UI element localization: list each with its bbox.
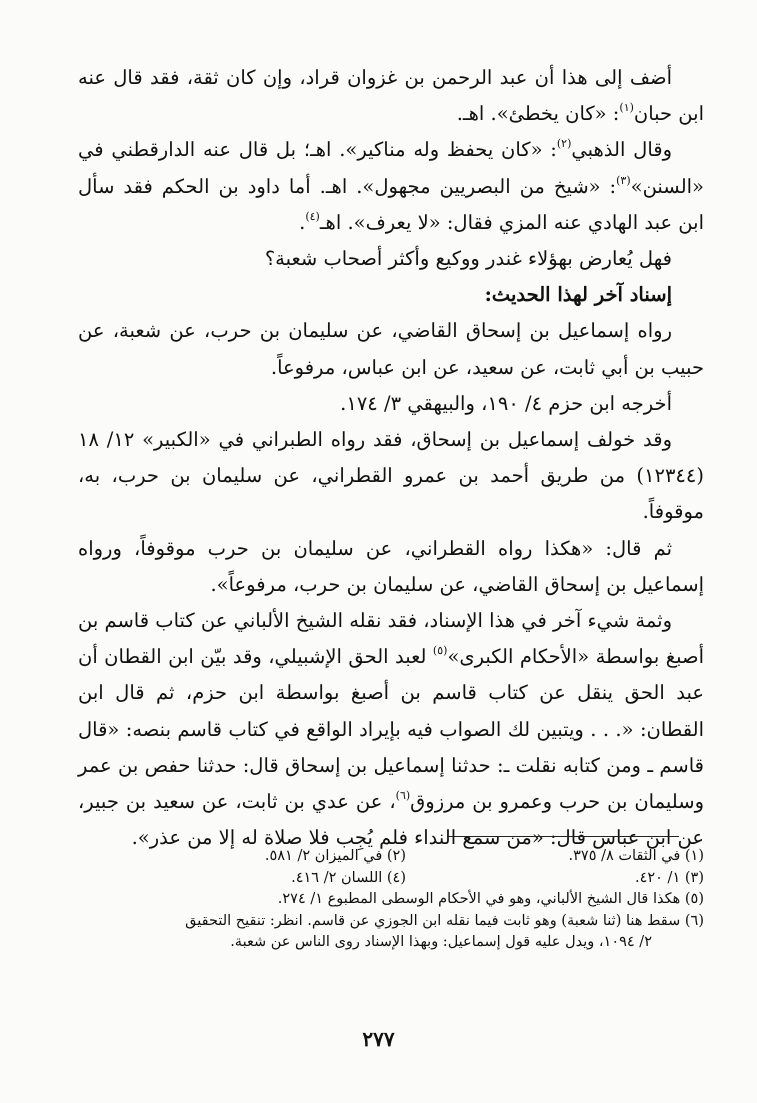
paragraph-5: أخرجه ابن حزم ٤/ ١٩٠، والبيهقي ٣/ ١٧٤.: [340, 391, 672, 415]
p8-end: لعبد الحق الإشبيلي، وقد بيّن ابن القطان أن عبد الحق ينقل عن كتاب قاسم بن أصبغ بواسطة ابن حزم، ثم قال ابن القطان: «. . . ويتبين لك الصواب فيه بإيراد الواقع في كتاب قاسم بنصه: «قال قاسم ـ ومن كتابه نقلت ـ: حدثنا إسماعيل بن إسحاق قال: حدثنا حفص بن عمر وسليمان بن حرب وعمرو بن مرزوق: [78, 645, 704, 814]
p1-text: أضف إلى هذا أن عبد الرحمن بن غزوان قراد، وإن كان ثقة، فقد قال عنه ابن حبان: [78, 66, 704, 126]
footnote-ref-2: (٢): [556, 137, 572, 151]
footnote-ref-4: (٤): [305, 209, 320, 223]
p2-mid2: : «شيخ من البصريين مجهول». اهـ. أما داود بن الحكم فقد سأل ابن عبد الهادي عنه المزي فقال: «لا يعرف». اهـ: [78, 174, 704, 234]
p2-mid1: : «كان يحفظ وله مناكير». اهـ؛ بل قال عنه الدارقطني في «السنن»: [78, 138, 704, 198]
footnotes: [78, 846, 704, 954]
page-number: ٢٧٧: [362, 1027, 395, 1051]
footnote-row-1: [78, 846, 704, 868]
footnote-ref-1: (١): [619, 101, 634, 115]
footnote-3: (٣) ١/ ٤٢٠.: [634, 869, 704, 886]
p1-end: : «كان يخطئ». اهـ.: [456, 102, 620, 126]
p8-text: وثمة شيء آخر في هذا الإسناد، فقد نقله الشيخ الألباني عن كتاب قاسم بن أصبغ بواسطة «الأحكام الكبرى»: [78, 609, 704, 669]
footnote-divider: [447, 836, 679, 837]
footnote-ref-5: (٥): [432, 644, 448, 658]
footnote-6: (٦) سقط هنا (ثنا شعبة) وهو ثابت فيما نقله ابن الجوزي عن قاسم. انظر: تنقيح التحقيق: [185, 912, 704, 929]
footnote-2: (٢) في الميزان ٢/ ٥٨١.: [264, 848, 406, 864]
paragraph-4: رواه إسماعيل بن إسحاق القاضي، عن سليمان بن حرب، عن شعبة، عن حبيب بن أبي ثابت، عن سعيد، عن ابن عباس، مرفوعاً.: [78, 319, 704, 379]
footnote-4: (٤) اللسان ٢/ ٤١٦.: [291, 869, 406, 886]
footnote-row-2: [78, 868, 704, 890]
main-text: [78, 60, 704, 856]
footnote-ref-6: (٦): [395, 789, 411, 803]
p8-end2: ، عن عدي بن ثابت، عن سعيد بن جبير، عن ابن عباس قال: «من سمع النداء فلم يُجِب فلا صلاة له إلا من عذر».: [78, 790, 704, 850]
footnote-6-continued: ٢/ ١٠٩٤، ويدل عليه قول إسماعيل: وبهذا الإسناد روى الناس عن شعبة.: [230, 934, 652, 950]
paragraph-8: [78, 603, 704, 856]
footnote-1: (١) في الثقات ٨/ ٣٧٥.: [568, 848, 704, 864]
paragraph-3: فهل يُعارض بهؤلاء غندر ووكيع وأكثر أصحاب شعبة؟: [264, 247, 672, 271]
paragraph-2: [78, 132, 704, 241]
paragraph-7: ثم قال: «هكذا رواه القطراني، عن سليمان بن حرب موقوفاً، ورواه إسماعيل بن إسحاق القاضي، عن سليمان بن حرب، مرفوعاً».: [78, 536, 704, 596]
paragraph-1: [78, 60, 704, 132]
footnote-5: (٥) هكذا قال الشيخ الألباني، وهو في الأحكام الوسطى المطبوع ١/ ٢٧٤.: [277, 891, 704, 907]
p2-end: .: [299, 210, 306, 234]
footnote-ref-3: (٣): [616, 173, 631, 187]
paragraph-6: وقد خولف إسماعيل بن إسحاق، فقد رواه الطبراني في «الكبير» ١٢/ ١٨ (١٢٣٤٤) من طريق أحمد بن عمرو القطراني، عن سليمان بن حرب، به، موقوفاً.: [78, 428, 704, 524]
section-heading: إسناد آخر لهذا الحديث:: [484, 283, 672, 307]
p2-text: وقال الذهبي: [571, 138, 672, 162]
